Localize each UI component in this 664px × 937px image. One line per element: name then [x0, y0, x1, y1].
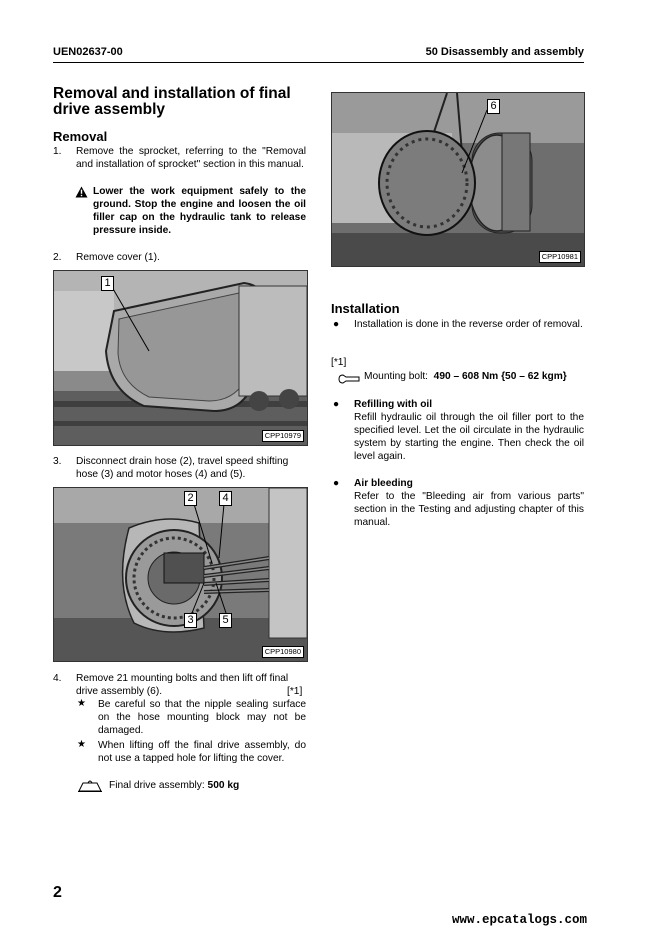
bullet-icon: ●: [333, 478, 340, 489]
header-rule: [53, 62, 584, 63]
callout-4: 4: [219, 491, 232, 506]
torque-label: Mounting bolt:: [364, 371, 428, 382]
page-title: Removal and installation of final drive assembly: [53, 85, 291, 118]
step-3-number: 3.: [53, 456, 62, 467]
note-2: When lifting off the final drive assembly, do not use a tapped hole for lifting the cover.: [98, 740, 306, 764]
bullet-icon: ●: [333, 319, 340, 330]
installation-text: Installation is done in the reverse order of removal.: [354, 319, 583, 330]
weight-icon: [78, 779, 102, 797]
install-ref: [*1]: [331, 357, 347, 368]
step-4-text: Remove 21 mounting bolts and then lift off final drive assembly (6).: [76, 673, 289, 697]
photo-code: CPP10979: [262, 430, 304, 442]
step-2-text: Remove cover (1).: [76, 252, 160, 263]
installation-heading: Installation: [331, 301, 400, 316]
photo-hoses: [53, 487, 308, 662]
torque-value: 490 – 608 Nm {50 – 62 kgm}: [433, 371, 567, 382]
step-1-number: 1.: [53, 146, 62, 157]
star-icon: ★: [77, 739, 86, 750]
warning-icon: [75, 185, 88, 203]
torque-line: [364, 370, 567, 383]
bullet-icon: ●: [333, 399, 340, 410]
photo-cover: [53, 270, 308, 446]
callout-1: 1: [101, 276, 114, 291]
step-4-number: 4.: [53, 673, 62, 684]
torque-wrench-icon: [338, 371, 360, 389]
section-title: 50 Disassembly and assembly: [425, 46, 584, 58]
weight-label: Final drive assembly:: [109, 780, 205, 791]
watermark: www.epcatalogs.com: [452, 913, 588, 927]
callout-5: 5: [219, 613, 232, 628]
page-number: 2: [53, 884, 62, 901]
weight-line: [109, 779, 239, 792]
refill-title: Refilling with oil: [354, 399, 433, 410]
callout-6: 6: [487, 99, 500, 114]
document-code: UEN02637-00: [53, 46, 123, 58]
weight-value: 500 kg: [207, 780, 240, 791]
step-3-text: Disconnect drain hose (2), travel speed shifting hose (3) and motor hoses (4) and (5).: [76, 456, 289, 480]
photo-code: CPP10981: [539, 251, 581, 263]
bleed-title: Air bleeding: [354, 478, 413, 489]
callout-3: 3: [184, 613, 197, 628]
photo-code: CPP10980: [262, 646, 304, 658]
step-2-number: 2.: [53, 252, 62, 263]
step-1-warning: Lower the work equipment safely to the ground. Stop the engine and loosen the oil filler cap on the hydraulic tank to release pressure inside.: [93, 186, 306, 236]
bleed-text: Refer to the "Bleeding air from various parts" section in the Testing and adjusting chapter of this manual.: [354, 491, 584, 528]
star-icon: ★: [77, 698, 86, 709]
refill-text: Refill hydraulic oil through the oil filler port to the specified level. Let the oil circulate in the hydraulic system by starting the engine. Then check the oil level again.: [354, 412, 584, 462]
step-4-ref: [*1]: [287, 686, 303, 697]
removal-heading: Removal: [53, 129, 108, 144]
step-1-text: Remove the sprocket, referring to the "Removal and installation of sprocket" section in this manual.: [76, 146, 306, 170]
photo-final-drive: [331, 92, 585, 267]
callout-2: 2: [184, 491, 197, 506]
note-1: Be careful so that the nipple sealing surface on the hose mounting block may not be damaged.: [98, 699, 306, 736]
